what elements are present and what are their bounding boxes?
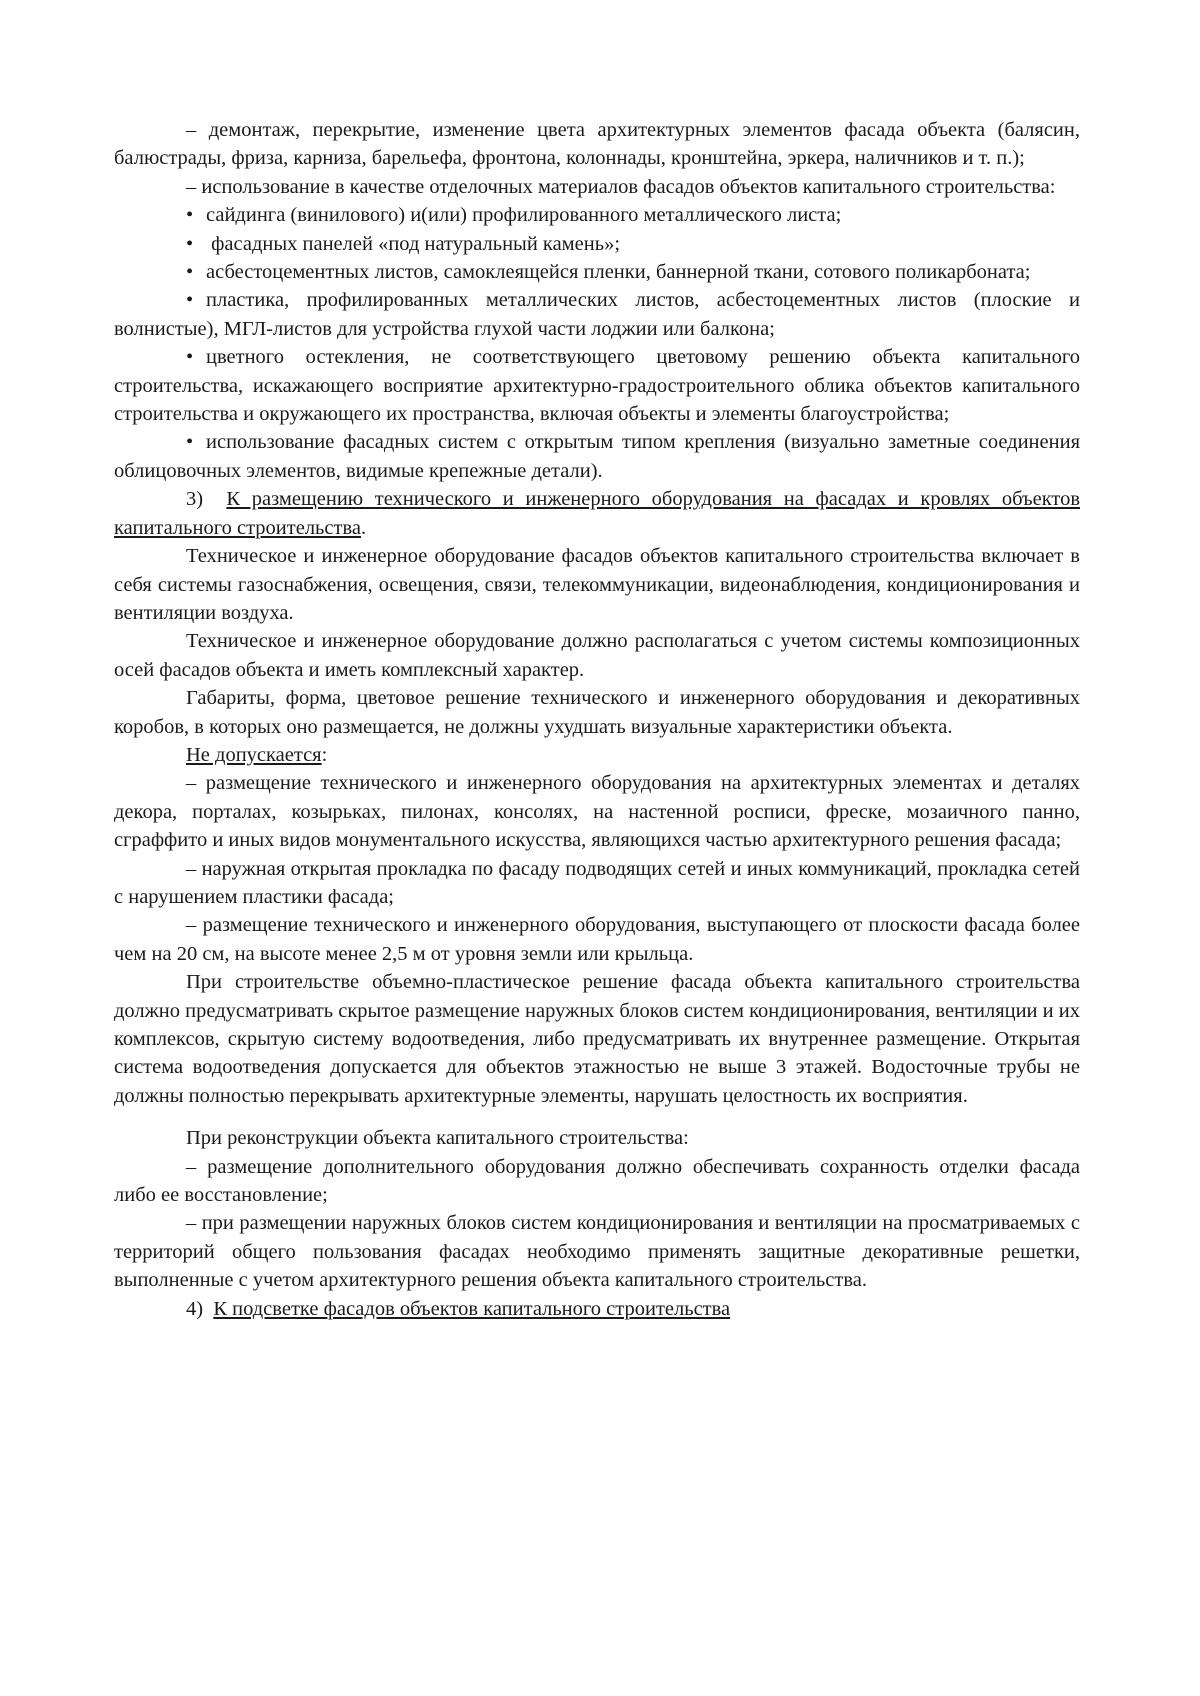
bullet-item-fasadnye-sistemy: • использование фасадных систем с открытым типом крепления (визуально заметные соединения облицовочных элементов, видимые крепежные детали). [114,428,1080,485]
paragraph-dash-demontazh: – демонтаж, перекрытие, изменение цвета архитектурных элементов фасада объекта (балясин, балюстрады, фриза, карниза, барельефа, фронтона, колоннады, кронштейна, эркера, наличников и т. п.); [114,119,1080,170]
bullet-item-paneli: • фасадных панелей «под натуральный камень»; [114,230,1080,258]
bullet-icon: • [186,204,194,227]
paragraph-oborudovanie-raspolagatsya: Техническое и инженерное оборудование должно располагаться с учетом системы композиционных осей фасадов объекта и иметь комплексный характер. [114,630,1080,681]
not-allowed-label: Не допускается: [186,743,328,766]
bullet-icon: • [186,346,194,369]
bullet-icon: • [186,431,194,454]
document-page [114,116,1080,1323]
section-number: 4) [186,1297,204,1320]
bullet-icon: • [186,261,194,284]
paragraph-oborudovanie-vkluchaet: Техническое и инженерное оборудование фасадов объектов капитального строительства включает в себя системы газоснабжения, освещения, связи, телекоммуникации, видеонаблюдения, кондиционирования и вентиляции воздуха. [114,545,1080,624]
bullet-item-saiding: • сайдинга (винилового) и(или) профилированного металлического листа; [114,201,1080,229]
paragraph-pri-stroitelstve: При строительстве объемно-пластическое решение фасада объекта капитального строительства должно предусматривать скрытое размещение наружных блоков систем кондиционирования, вентиляции и их комплексов, скрытую систему водоотведения, либо предусматривать их внутреннее размещение. Открытая система водоотведения допускается для объектов этажностью не выше 3 этажей. Водосточные трубы не должны полностью перекрывать архитектурные элементы, нарушать целостность их восприятия. [114,971,1080,1107]
paragraph-pri-rekonstrukcii: При реконструкции объекта капитального строительства: [186,1127,689,1150]
paragraph-dash-razmeshchenie-dekor: – размещение технического и инженерного оборудования на архитектурных элементах и деталях декора, порталах, козырьках, пилонах, консолях, на настенной росписи, фреске, мозаичного панно, сграффито и иных видов монументального искусства, являющихся частью архитектурного решения фасада; [114,772,1080,852]
paragraph-dash-prokladka: – наружная открытая прокладка по фасаду подводящих сетей и иных коммуникаций, прокладка сетей с нарушением пластики фасада; [114,857,1080,908]
section-number: 3) [186,488,204,511]
paragraph-gabarity: Габариты, форма, цветовое решение технического и инженерного оборудования и декоративных коробов, в которых оно размещается, не должны ухудшать визуальные характеристики объекта. [114,687,1080,738]
bullet-item-asbest: • асбестоцементных листов, самоклеящейся пленки, баннерной ткани, сотового поликарбоната; [114,258,1080,286]
section-heading-4 [114,1295,1080,1323]
paragraph-dash-reshetki: – при размещении наружных блоков систем кондиционирования и вентиляции на просматриваемых с территорий общего пользования фасадах необходимо применять защитные декоративные решетки, выполненные с учетом архитектурного решения объекта капитального строительства. [114,1212,1080,1292]
paragraph-dash-otdelochnye: – использование в качестве отделочных материалов фасадов объектов капитального строительства: [186,175,1056,198]
section-title: К размещению технического и инженерного оборудования на фасадах и кровлях объектов капитального строительства [114,488,1080,539]
bullet-item-osteklenie: • цветного остекления, не соответствующего цветовому решению объекта капитального строительства, искажающего восприятие архитектурно-градостроительного облика объектов капитального строительства и окружающего их пространства, включая объекты и элементы благоустройства; [114,343,1080,428]
paragraph-dash-dopolnitelnoe: – размещение дополнительного оборудования должно обеспечивать сохранность отделки фасада либо ее восстановление; [114,1155,1080,1207]
bullet-icon: • [186,232,194,255]
section-title: К подсветке фасадов объектов капитального строительства [213,1297,731,1320]
section-heading-3: 3) К размещению технического и инженерного оборудования на фасадах и кровлях объектов капитального строительства. [114,488,1080,539]
bullet-item-plastik: • пластика, профилированных металлических листов, асбестоцементных листов (плоские и волнистые), МГЛ-листов для устройства глухой части лоджии или балкона; [114,286,1080,343]
paragraph-dash-vystupayushchee: – размещение технического и инженерного оборудования, выступающего от плоскости фасада более чем на 20 см, на высоте менее 2,5 м от уровня земли или крыльца. [114,914,1080,965]
bullet-icon: • [186,289,194,312]
